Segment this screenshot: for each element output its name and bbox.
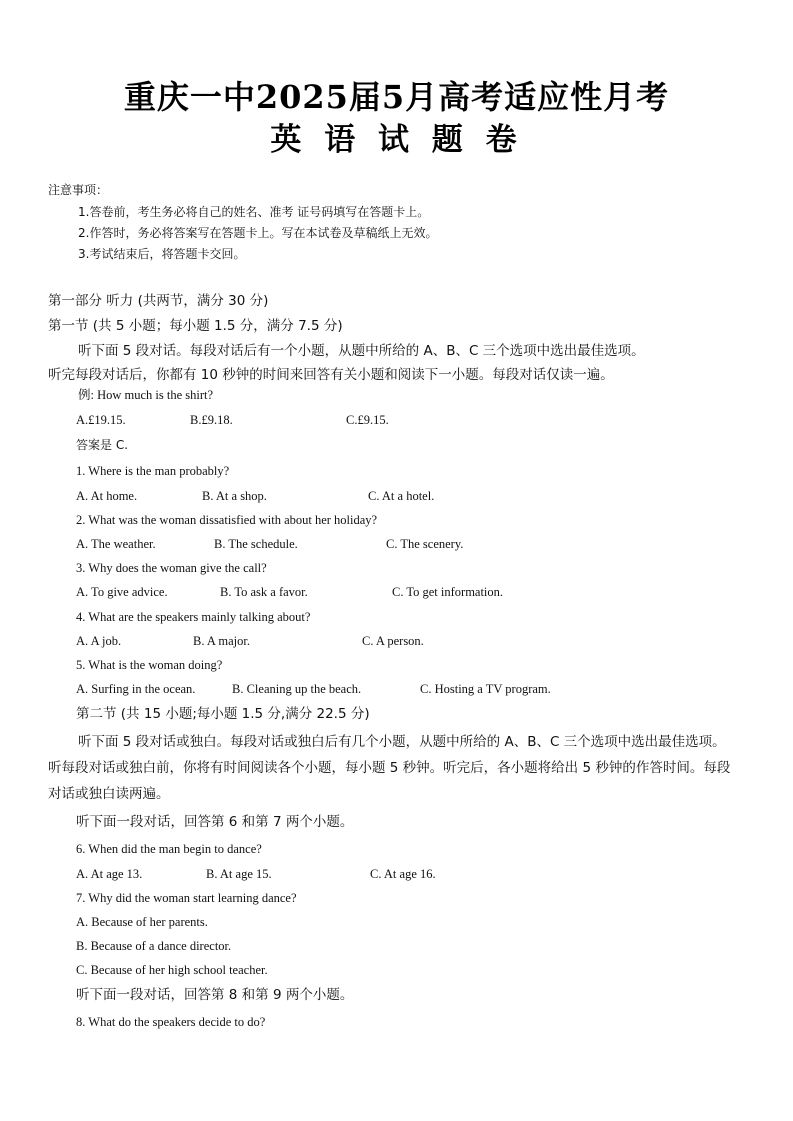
q1-option-b: B. At a shop. <box>202 489 267 503</box>
question-5: 5. What is the woman doing? <box>76 658 223 672</box>
dialog-intro: 听下面一段对话，回答第 8 和第 9 两个小题。 <box>76 987 354 1003</box>
example-question: 例: How much is the shirt? <box>78 388 214 402</box>
q7-option-b: B. Because of a dance director. <box>76 939 232 953</box>
example-option-c: C.£9.15. <box>346 413 389 427</box>
notice-item: 1.答卷前，考生务必将自己的姓名、准考 证号码填写在答题卡上。 <box>78 205 430 219</box>
q2-option-c: C. The scenery. <box>386 537 464 551</box>
q4-option-a: A. A job. <box>76 634 122 648</box>
q1-option-c: C. At a hotel. <box>368 489 435 503</box>
question-7: 7. Why did the woman start learning dance? <box>76 891 297 905</box>
example-answer: 答案是 C. <box>76 438 129 452</box>
section2-instructions: 对话或独白读两遍。 <box>48 786 170 802</box>
q5-option-c: C. Hosting a TV program. <box>420 682 551 696</box>
section1-instructions: 听下面 5 段对话。每段对话后有一个小题，从题中所给的 A、B、C 三个选项中选出最佳选项。 <box>78 343 645 359</box>
q4-option-c: C. A person. <box>362 634 424 648</box>
q6-option-a: A. At age 13. <box>76 867 143 881</box>
notice-heading: 注意事项： <box>48 183 109 197</box>
notice-item: 2.作答时，务必将答案写在答题卡上。写在本试卷及草稿纸上无效。 <box>78 226 438 240</box>
q2-option-b: B. The schedule. <box>214 537 298 551</box>
q7-option-c: C. Because of her high school teacher. <box>76 963 268 977</box>
section2-heading: 第二节 (共 15 小题;每小题 1.5 分,满分 22.5 分) <box>76 706 370 722</box>
q3-option-c: C. To get information. <box>392 585 504 599</box>
section1-heading: 第一节 (共 5 小题；每小题 1.5 分，满分 7.5 分) <box>48 318 343 334</box>
section2-instructions: 听下面 5 段对话或独白。每段对话或独白后有几个小题，从题中所给的 A、B、C 三个选项中选出最佳选项。 <box>78 734 726 750</box>
question-2: 2. What was the woman dissatisfied with about her holiday? <box>76 513 378 527</box>
section1-instructions: 听完每段对话后，你都有 10 秒钟的时间来回答有关小题和阅读下一小题。每段对话仅读一遍。 <box>48 367 614 383</box>
example-option-a: A.£19.15. <box>76 413 126 427</box>
q4-option-b: B. A major. <box>193 634 250 648</box>
example-option-b: B.£9.18. <box>190 413 233 427</box>
q6-option-b: B. At age 15. <box>206 867 272 881</box>
exam-title: 重庆一中2025届5月高考适应性月考 <box>123 78 670 116</box>
question-3: 3. Why does the woman give the call? <box>76 561 267 575</box>
exam-subtitle: 英 语 试 题 卷 <box>270 122 523 158</box>
q6-option-c: C. At age 16. <box>370 867 436 881</box>
question-1: 1. Where is the man probably? <box>76 464 230 478</box>
dialog-intro: 听下面一段对话，回答第 6 和第 7 两个小题。 <box>76 814 354 830</box>
part1-heading: 第一部分 听力 (共两节，满分 30 分) <box>48 293 269 309</box>
question-6: 6. When did the man begin to dance? <box>76 842 262 856</box>
q5-option-a: A. Surfing in the ocean. <box>76 682 196 696</box>
section2-instructions: 听每段对话或独白前，你将有时间阅读各个小题，每小题 5 秒钟。听完后，各小题将给出 5 秒钟的作答时间。每段 <box>48 760 731 776</box>
q1-option-a: A. At home. <box>76 489 138 503</box>
q5-option-b: B. Cleaning up the beach. <box>232 682 362 696</box>
q7-option-a: A. Because of her parents. <box>76 915 208 929</box>
q2-option-a: A. The weather. <box>76 537 156 551</box>
notice-item: 3.考试结束后，将答题卡交回。 <box>78 247 246 261</box>
q3-option-b: B. To ask a favor. <box>220 585 308 599</box>
q3-option-a: A. To give advice. <box>76 585 168 599</box>
question-4: 4. What are the speakers mainly talking about? <box>76 610 311 624</box>
question-8: 8. What do the speakers decide to do? <box>76 1015 266 1029</box>
